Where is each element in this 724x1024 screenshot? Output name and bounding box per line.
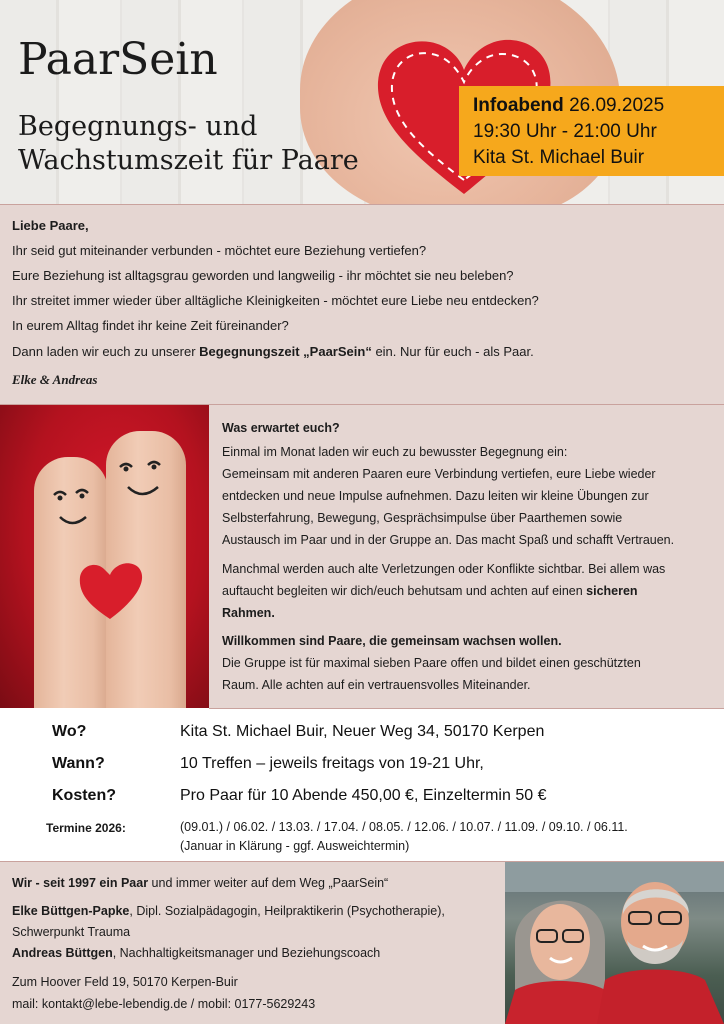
couple-photo [505,862,724,1024]
intro-line-5 [12,344,534,359]
subtitle-line-2: Wachstumszeit für Paare [18,145,359,176]
page-subtitle [18,110,359,178]
where-value: Kita St. Michael Buir, Neuer Weg 34, 50170 Kerpen [180,723,545,740]
expect-p2-line-2 [222,584,638,598]
expect-p3-line-2: Raum. Alle achten auf ein vertrauensvolles Miteinander. [222,678,531,692]
info-evening-box [459,86,724,176]
intro-line-5-post: ein. Nur für euch - als Paar. [371,344,534,359]
about-contact[interactable]: mail: kontakt@lebe-lebendig.de / mobil: 0177-5629243 [12,997,316,1011]
expect-p2-line-2-text: auftaucht begleiten wir dich/euch behutsam und achten auf einen [222,584,587,598]
intro-signature: Elke & Andreas [12,372,98,387]
where-label: Wo? [52,723,87,740]
intro-line-5-pre: Dann laden wir euch zu unserer [12,344,200,359]
expect-section [209,405,724,709]
about-address: Zum Hoover Feld 19, 50170 Kerpen-Buir [12,975,238,989]
expect-p2-line-2-bold: sicheren [586,584,638,598]
about-andreas-name: Andreas Büttgen [12,946,113,960]
expect-p3-line-1: Die Gruppe ist für maximal sieben Paare offen und bildet einen geschützten [222,656,641,670]
page-title: PaarSein [18,34,218,85]
fingers-image [0,405,209,708]
expect-p2-line-1: Manchmal werden auch alte Verletzungen oder Konflikte sichtbar. Bei allem was [222,562,666,576]
about-line-1-bold: Wir - seit 1997 ein Paar [12,876,149,890]
dates-label: Termine 2026: [46,821,126,835]
expect-p3-heading: Willkommen sind Paare, die gemeinsam wachsen wollen. [222,634,562,648]
about-line-1 [12,876,388,890]
intro-greeting: Liebe Paare, [12,218,89,233]
finger-faces-icon [0,405,209,708]
expect-p1-line-3: entdecken und neue Impulse aufnehmen. Dazu leiten wir kleine Übungen zur [222,489,649,503]
dates-value: (09.01.) / 06.02. / 13.03. / 17.04. / 08.05. / 12.06. / 10.07. / 11.09. / 09.10. / 06.11. [180,820,628,834]
expect-p2-line-3: Rahmen. [222,606,275,620]
about-line-3: Schwerpunkt Trauma [12,925,131,939]
about-section [0,862,505,1024]
intro-line-4: In eurem Alltag findet ihr keine Zeit füreinander? [12,318,289,333]
about-elke-role: , Dipl. Sozialpädagogin, Heilpraktikerin (Psychotherapie), [129,904,445,918]
dates-note: (Januar in Klärung - ggf. Ausweichtermin) [180,839,410,853]
expect-p1-line-2: Gemeinsam mit anderen Paaren eure Verbindung vertiefen, eure Liebe wieder [222,467,656,481]
expect-p1-line-4: Selbsterfahrung, Bewegung, Gesprächsimpulse über Paarthemen sowie [222,511,623,525]
info-evening-line [473,93,724,119]
when-label: Wann? [52,755,105,772]
info-evening-time: 19:30 Uhr - 21:00 Uhr [473,121,657,142]
info-evening-date: 26.09.2025 [569,95,665,116]
expect-p1-line-5: Austausch im Paar und in der Gruppe an. Das macht Spaß und schafft Vertrauen. [222,533,675,547]
intro-line-3: Ihr streitet immer wieder über alltägliche Kleinigkeiten - möchtet eure Liebe neu entdecken? [12,293,539,308]
cost-label: Kosten? [52,787,116,804]
about-elke-name: Elke Büttgen-Papke [12,904,130,918]
header-banner [0,0,724,205]
details-section [0,709,724,862]
when-value: 10 Treffen – jeweils freitags von 19-21 Uhr, [180,755,484,772]
expect-p1-line-1: Einmal im Monat laden wir euch zu bewusster Begegnung ein: [222,445,568,459]
intro-section [0,205,724,405]
about-line-4 [12,946,380,960]
subtitle-line-1: Begegnungs- und [18,111,258,142]
cost-value: Pro Paar für 10 Abende 450,00 €, Einzeltermin 50 € [180,787,547,804]
about-andreas-role: , Nachhaltigkeitsmanager und Beziehungscoach [112,946,381,960]
info-evening-place: Kita St. Michael Buir [473,147,645,168]
info-evening-label: Infoabend [473,95,564,116]
about-line-2 [12,904,445,918]
couple-portrait-icon [505,862,724,1024]
intro-line-1: Ihr seid gut miteinander verbunden - möchtet eure Beziehung vertiefen? [12,243,427,258]
about-line-1-text: und immer weiter auf dem Weg „PaarSein“ [148,876,389,890]
expect-heading: Was erwartet euch? [222,421,340,435]
intro-line-2: Eure Beziehung ist alltagsgrau geworden und langweilig - ihr möchtet sie neu beleben? [12,268,514,283]
intro-line-5-bold: Begegnungszeit „PaarSein“ [199,344,372,359]
